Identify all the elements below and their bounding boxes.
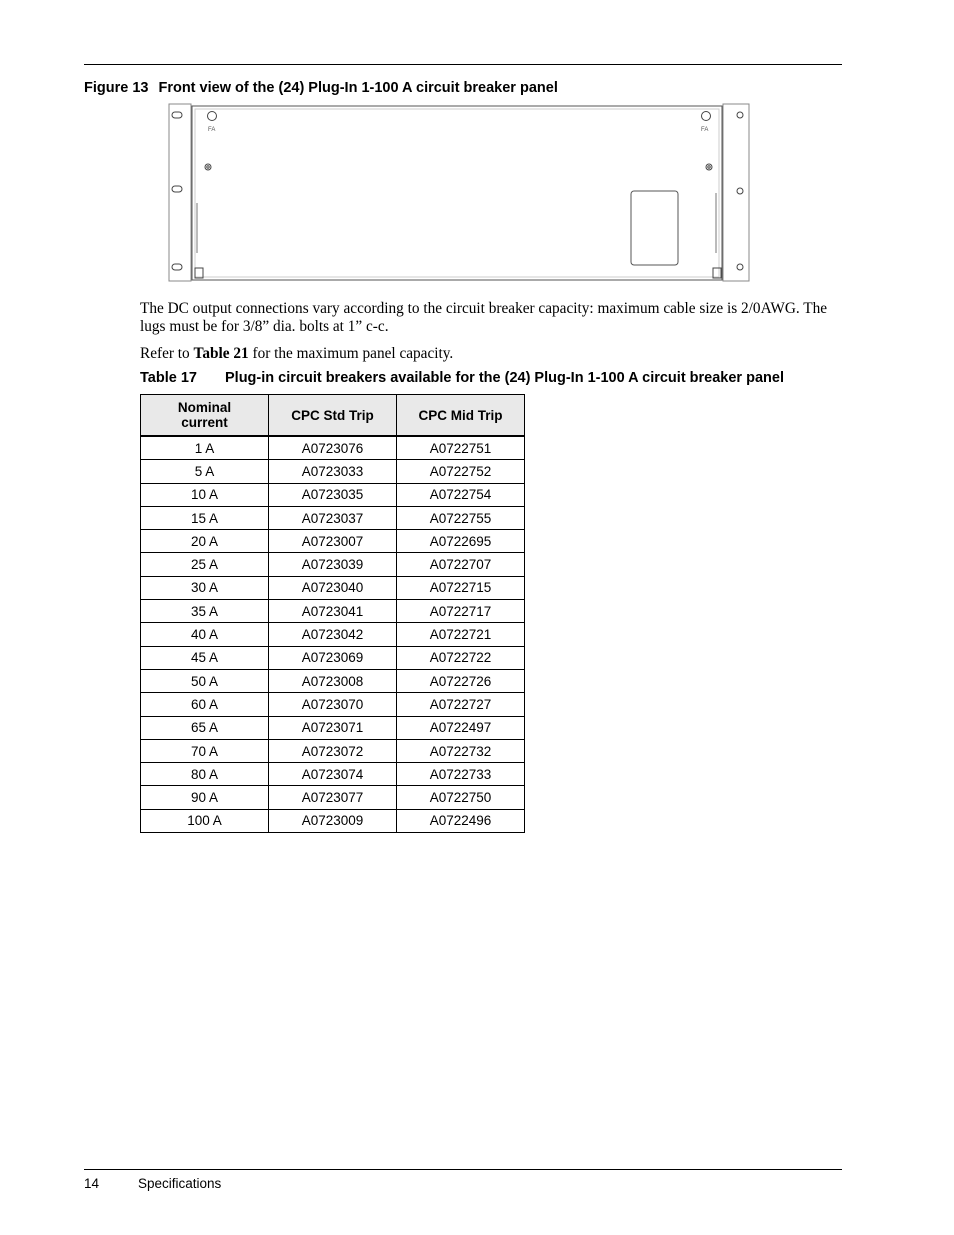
table-row xyxy=(141,483,525,506)
cell-nominal-current: 45 A xyxy=(141,646,269,669)
cell-cpc-mid-trip: A0722732 xyxy=(397,739,525,762)
cell-nominal-current: 60 A xyxy=(141,693,269,716)
table-row xyxy=(141,646,525,669)
cell-cpc-mid-trip: A0722726 xyxy=(397,669,525,692)
label-window xyxy=(631,191,678,265)
footer-rule xyxy=(84,1169,842,1170)
cell-cpc-std-trip: A0723076 xyxy=(269,436,397,460)
paragraph-dc-output: The DC output connections vary according to the circuit breaker capacity: maximum cable size is 2/0AWG. The lugs must be for 3/8” dia. bolts at 1” c-c. xyxy=(140,300,828,335)
cell-nominal-current: 20 A xyxy=(141,530,269,553)
cell-cpc-std-trip: A0723070 xyxy=(269,693,397,716)
cell-cpc-std-trip: A0723008 xyxy=(269,669,397,692)
table-title: Plug-in circuit breakers available for the (24) Plug-In 1-100 A circuit breaker panel xyxy=(225,370,784,386)
table-header-row xyxy=(141,395,525,437)
cell-cpc-std-trip: A0723072 xyxy=(269,739,397,762)
cell-cpc-std-trip: A0723042 xyxy=(269,623,397,646)
cell-nominal-current: 80 A xyxy=(141,763,269,786)
mount-hole-right-icon xyxy=(702,112,711,121)
fa-marking-right: FA xyxy=(701,127,709,133)
cell-nominal-current: 30 A xyxy=(141,576,269,599)
cell-cpc-mid-trip: A0722496 xyxy=(397,809,525,832)
left-flange xyxy=(169,104,191,281)
cell-nominal-current: 15 A xyxy=(141,506,269,529)
cell-nominal-current: 100 A xyxy=(141,809,269,832)
table-row xyxy=(141,553,525,576)
cell-cpc-mid-trip: A0722754 xyxy=(397,483,525,506)
cell-nominal-current: 10 A xyxy=(141,483,269,506)
breaker-table xyxy=(140,394,525,833)
cell-cpc-std-trip: A0723039 xyxy=(269,553,397,576)
table-row xyxy=(141,786,525,809)
cell-cpc-std-trip: A0723041 xyxy=(269,600,397,623)
cell-cpc-mid-trip: A0722721 xyxy=(397,623,525,646)
cell-cpc-std-trip: A0723009 xyxy=(269,809,397,832)
cell-cpc-std-trip: A0723037 xyxy=(269,506,397,529)
cell-cpc-mid-trip: A0722707 xyxy=(397,553,525,576)
figure-label: Figure 13 xyxy=(84,80,149,96)
table-row xyxy=(141,623,525,646)
footer-section: Specifications xyxy=(138,1176,222,1191)
cell-cpc-mid-trip: A0722727 xyxy=(397,693,525,716)
cell-nominal-current: 1 A xyxy=(141,436,269,460)
page-number: 14 xyxy=(84,1176,100,1191)
table-row xyxy=(141,576,525,599)
cell-cpc-mid-trip: A0722722 xyxy=(397,646,525,669)
cell-nominal-current: 5 A xyxy=(141,460,269,483)
table-row xyxy=(141,763,525,786)
table-body xyxy=(141,436,525,833)
table-reference-link[interactable]: Table 21 xyxy=(193,345,249,362)
fa-marking-left: FA xyxy=(208,127,216,133)
cell-cpc-std-trip: A0723074 xyxy=(269,763,397,786)
cell-cpc-std-trip: A0723077 xyxy=(269,786,397,809)
cell-cpc-mid-trip: A0722715 xyxy=(397,576,525,599)
header-rule xyxy=(84,64,842,65)
breaker-panel-drawing xyxy=(168,103,752,283)
table-label: Table 17 xyxy=(140,370,197,386)
cell-cpc-mid-trip: A0722695 xyxy=(397,530,525,553)
table-row xyxy=(141,739,525,762)
cell-cpc-std-trip: A0723035 xyxy=(269,483,397,506)
paragraph-refer xyxy=(140,345,842,363)
column-header-cpc-std-trip: CPC Std Trip xyxy=(269,395,397,437)
cell-cpc-mid-trip: A0722733 xyxy=(397,763,525,786)
cell-cpc-std-trip: A0723040 xyxy=(269,576,397,599)
cell-cpc-mid-trip: A0722497 xyxy=(397,716,525,739)
cell-nominal-current: 90 A xyxy=(141,786,269,809)
cell-cpc-mid-trip: A0722752 xyxy=(397,460,525,483)
table-row xyxy=(141,436,525,460)
header-label: Nominal current xyxy=(177,400,232,430)
refer-text: Refer to xyxy=(140,345,194,362)
cell-cpc-std-trip: A0723033 xyxy=(269,460,397,483)
refer-text-end: for the maximum panel capacity. xyxy=(248,345,454,362)
cell-cpc-mid-trip: A0722755 xyxy=(397,506,525,529)
table-row xyxy=(141,530,525,553)
panel-face xyxy=(192,106,722,280)
table-row xyxy=(141,669,525,692)
table-row xyxy=(141,693,525,716)
table-row xyxy=(141,716,525,739)
table-row xyxy=(141,506,525,529)
cell-nominal-current: 50 A xyxy=(141,669,269,692)
cell-nominal-current: 40 A xyxy=(141,623,269,646)
cell-cpc-std-trip: A0723069 xyxy=(269,646,397,669)
cell-nominal-current: 35 A xyxy=(141,600,269,623)
mount-hole-left-icon xyxy=(208,112,217,121)
column-header-cpc-mid-trip: CPC Mid Trip xyxy=(397,395,525,437)
right-flange xyxy=(723,104,749,281)
cell-cpc-mid-trip: A0722750 xyxy=(397,786,525,809)
table-row xyxy=(141,809,525,832)
cell-cpc-mid-trip: A0722717 xyxy=(397,600,525,623)
column-header-nominal-current xyxy=(141,395,269,437)
cell-cpc-mid-trip: A0722751 xyxy=(397,436,525,460)
table-row xyxy=(141,600,525,623)
figure-caption xyxy=(84,80,558,96)
table-caption xyxy=(140,370,784,386)
cell-nominal-current: 70 A xyxy=(141,739,269,762)
figure-title: Front view of the (24) Plug-In 1-100 A circuit breaker panel xyxy=(158,80,558,96)
cell-cpc-std-trip: A0723007 xyxy=(269,530,397,553)
cell-nominal-current: 25 A xyxy=(141,553,269,576)
cell-cpc-std-trip: A0723071 xyxy=(269,716,397,739)
cell-nominal-current: 65 A xyxy=(141,716,269,739)
table-row xyxy=(141,460,525,483)
